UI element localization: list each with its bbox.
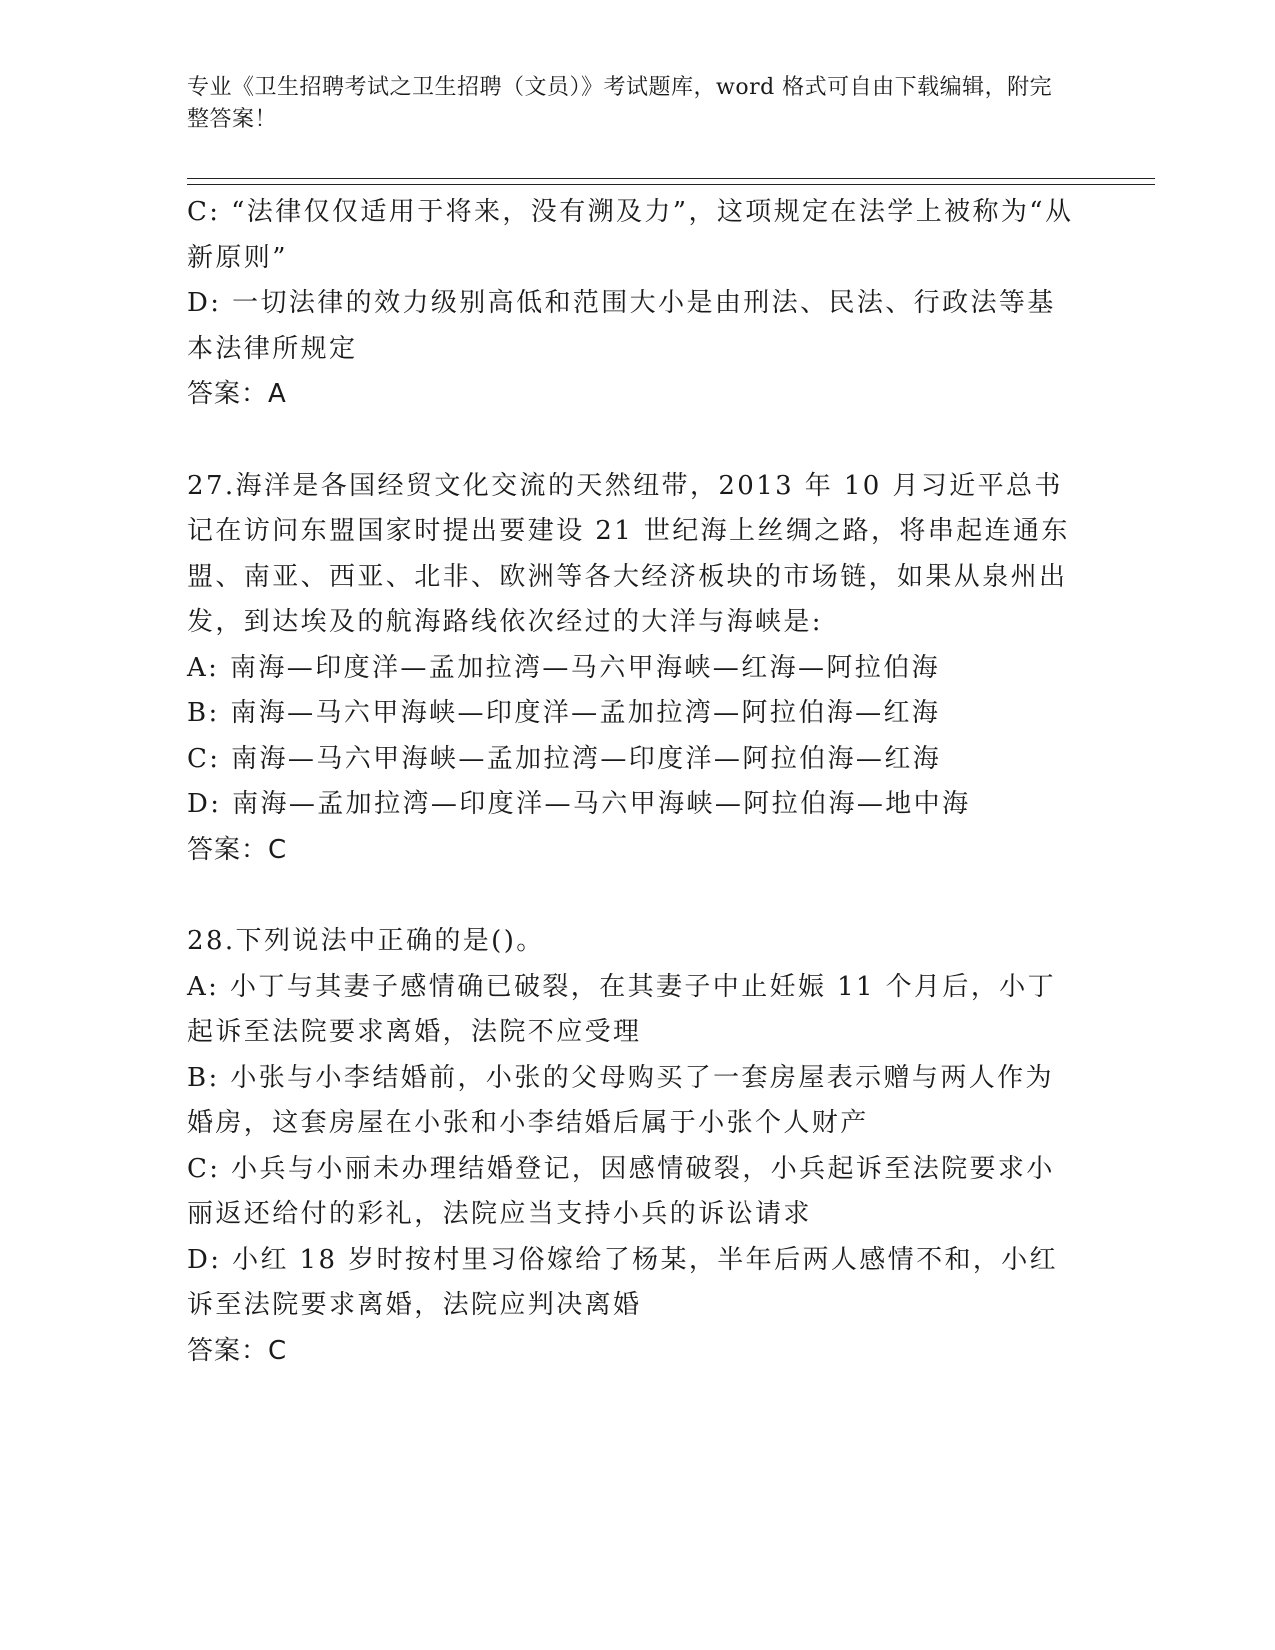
q28-answer: 答案：C [187, 1335, 288, 1366]
header-divider-bottom [187, 184, 1155, 185]
q27-stem: 27.海洋是各国经贸文化交流的天然纽带，2013 年 10 月习近平总书记在访问东盟国家时提出要建设 21 世纪海上丝绸之路，将串起连通东盟、南亚、西亚、北非、欧洲等各大经济板块的市场链，如果从泉州出发，到达埃及的航海路线依次经过的大洋与海峡是: [187, 470, 1070, 637]
q28-stem: 28.下列说法中正确的是()。 [187, 926, 545, 956]
q26-answer: 答案：A [187, 379, 287, 409]
q26-option-c: C: “法律仅仅适用于将来，没有溯及力”，这项规定在法学上被称为“从新原则” [187, 197, 1074, 273]
question-26-tail [187, 190, 1077, 418]
question-28 [187, 919, 1077, 1374]
q28-option-d: D: 小红 18 岁时按村里习俗嫁给了杨某，半年后两人感情不和，小红诉至法院要求离婚，法院应判决离婚 [187, 1244, 1059, 1320]
spacer [187, 418, 1077, 464]
q28-option-a: A: 小丁与其妻子感情确已破裂，在其妻子中止妊娠 11 个月后，小丁起诉至法院要求离婚，法院不应受理 [187, 971, 1057, 1047]
q27-option-d: D: 南海—孟加拉湾—印度洋—马六甲海峡—阿拉伯海—地中海 [187, 789, 971, 819]
spacer [187, 873, 1077, 919]
q27-option-a: A: 南海—印度洋—孟加拉湾—马六甲海峡—红海—阿拉伯海 [187, 652, 941, 683]
q27-option-c: C: 南海—马六甲海峡—孟加拉湾—印度洋—阿拉伯海—红海 [187, 743, 942, 774]
q27-answer: 答案：C [187, 834, 288, 865]
header-text: 专业《卫生招聘考试之卫生招聘（文员）》考试题库，word 格式可自由下载编辑，附完整答案！ [187, 75, 1053, 132]
q28-option-b: B: 小张与小李结婚前，小张的父母购买了一套房屋表示赠与两人作为婚房，这套房屋在小张和小李结婚后属于小张个人财产 [187, 1062, 1054, 1138]
question-27 [187, 464, 1077, 874]
q28-option-c: C: 小兵与小丽未办理结婚登记，因感情破裂，小兵起诉至法院要求小丽返还给付的彩礼，法院应当支持小兵的诉讼请求 [187, 1153, 1055, 1229]
q27-option-b: B: 南海—马六甲海峡—印度洋—孟加拉湾—阿拉伯海—红海 [187, 698, 941, 728]
document-header [187, 72, 1067, 136]
q26-option-d: D: 一切法律的效力级别高低和范围大小是由刑法、民法、行政法等基本法律所规定 [187, 288, 1056, 364]
question-content [187, 190, 1077, 1374]
header-divider-top [187, 178, 1155, 179]
